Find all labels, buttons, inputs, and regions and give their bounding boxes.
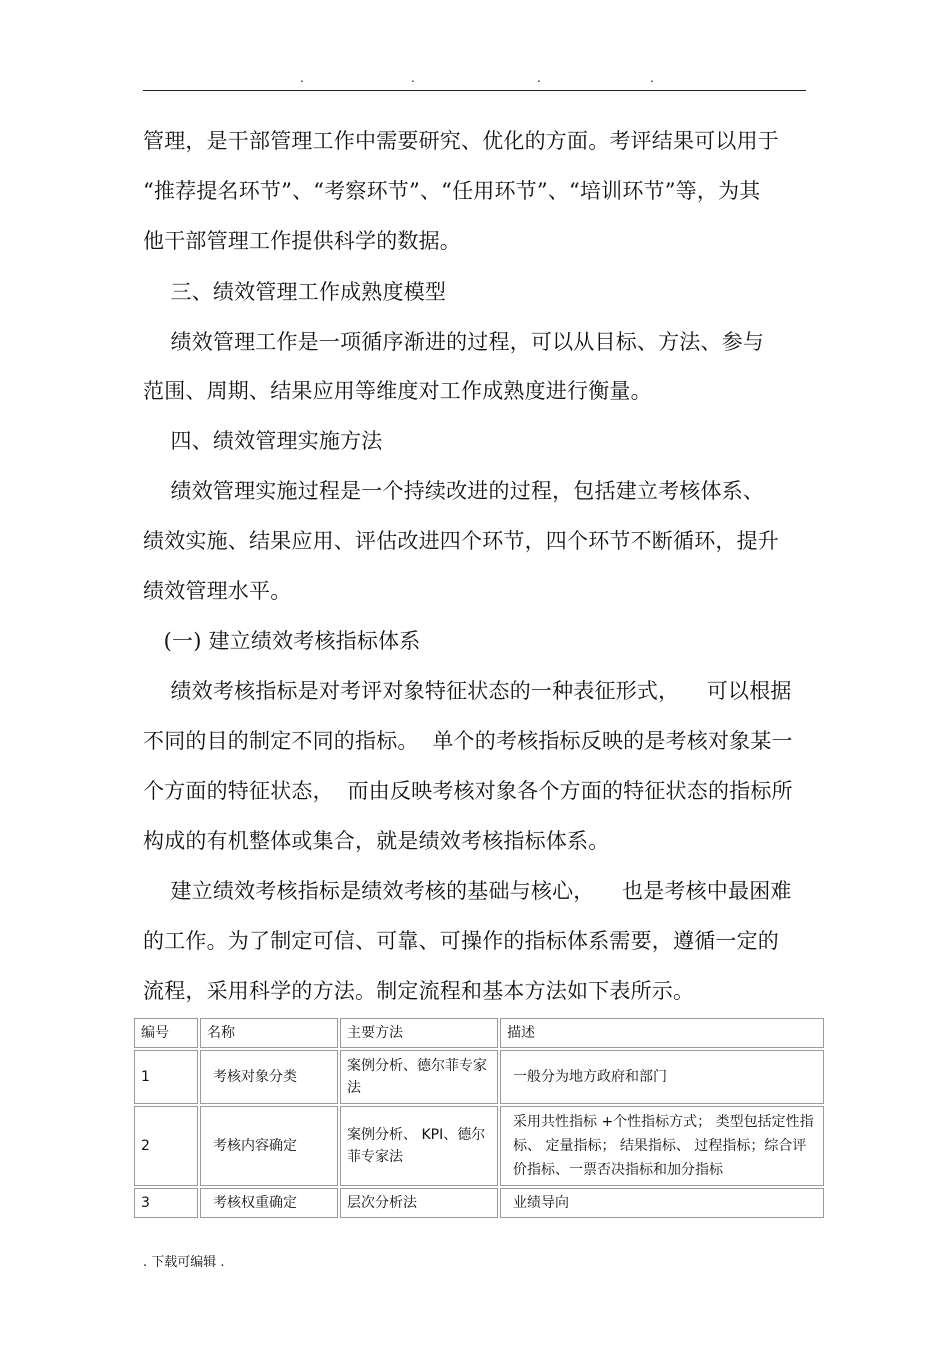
table-header-cell: 名称: [200, 1018, 338, 1048]
page-header-dots: [143, 72, 806, 86]
table-row: [134, 1106, 824, 1186]
table-cell: 层次分析法: [340, 1188, 498, 1218]
table-header-cell: 编号: [134, 1018, 198, 1048]
methods-table: [132, 1016, 826, 1220]
text-line: 范围、周期、结果应用等维度对工作成熟度进行衡量。: [143, 379, 652, 403]
table-cell: 考核对象分类: [200, 1050, 338, 1104]
table-cell: 业绩导向: [500, 1188, 824, 1218]
table-header-row: [134, 1018, 824, 1048]
table-cell: 案例分析、德尔菲专家法: [340, 1050, 498, 1104]
text-line: 构成的有机整体或集合，就是绩效考核指标体系。: [143, 829, 610, 853]
text-line: 绩效管理工作是一项循序渐进的过程，可以从目标、方法、参与: [143, 330, 765, 354]
text-line: 绩效考核指标是对考评对象特征状态的一种表征形式， 可以根据: [143, 679, 792, 703]
header-dot: .: [411, 71, 415, 85]
text-line: 他干部管理工作提供科学的数据。: [143, 229, 461, 253]
text-line: 绩效管理实施过程是一个持续改进的过程，包括建立考核体系、: [143, 479, 765, 503]
text-line: 管理，是干部管理工作中需要研究、优化的方面。考评结果可以用于: [143, 129, 779, 153]
table-cell: 考核内容确定: [200, 1106, 338, 1186]
table-cell: 1: [134, 1050, 198, 1104]
table-cell: 3: [134, 1188, 198, 1218]
subsection-heading: (一) 建立绩效考核指标体系: [143, 629, 421, 653]
table-row: [134, 1050, 824, 1104]
table-row: [134, 1188, 824, 1218]
table-cell: 一般分为地方政府和部门: [500, 1050, 824, 1104]
table-cell: 案例分析、 KPI、德尔菲专家法: [340, 1106, 498, 1186]
section-heading: 三、绩效管理工作成熟度模型: [143, 280, 447, 304]
text-line: 个方面的特征状态， 而由反映考核对象各个方面的特征状态的指标所: [143, 779, 793, 803]
text-line: 的工作。为了制定可信、可靠、可操作的指标体系需要，遵循一定的: [143, 929, 779, 953]
page-footer: . 下载可编辑 .: [143, 1255, 225, 1270]
text-line: 建立绩效考核指标是绩效考核的基础与核心， 也是考核中最困难: [143, 879, 792, 903]
table-header-cell: 描述: [500, 1018, 824, 1048]
header-dot: .: [300, 71, 304, 85]
header-dot: .: [537, 71, 541, 85]
header-dot: .: [650, 71, 654, 85]
text-line: 绩效实施、结果应用、评估改进四个环节，四个环节不断循环，提升: [143, 529, 779, 553]
table-cell: 采用共性指标 +个性指标方式； 类型包括定性指标、 定量指标； 结果指标、 过程指标；综合评价指标、一票否决指标和加分指标: [500, 1106, 824, 1186]
text-line: 绩效管理水平。: [143, 579, 292, 603]
table-header-cell: 主要方法: [340, 1018, 498, 1048]
header-rule: [143, 90, 806, 91]
table-cell: 考核权重确定: [200, 1188, 338, 1218]
section-heading: 四、绩效管理实施方法: [143, 429, 383, 453]
text-line: 不同的目的制定不同的指标。 单个的考核指标反映的是考核对象某一: [143, 729, 793, 753]
text-line: “推荐提名环节”、“考察环节”、“任用环节”、“培训环节”等，为其: [143, 179, 761, 203]
table-cell: 2: [134, 1106, 198, 1186]
text-line: 流程，采用科学的方法。制定流程和基本方法如下表所示。: [143, 979, 695, 1003]
